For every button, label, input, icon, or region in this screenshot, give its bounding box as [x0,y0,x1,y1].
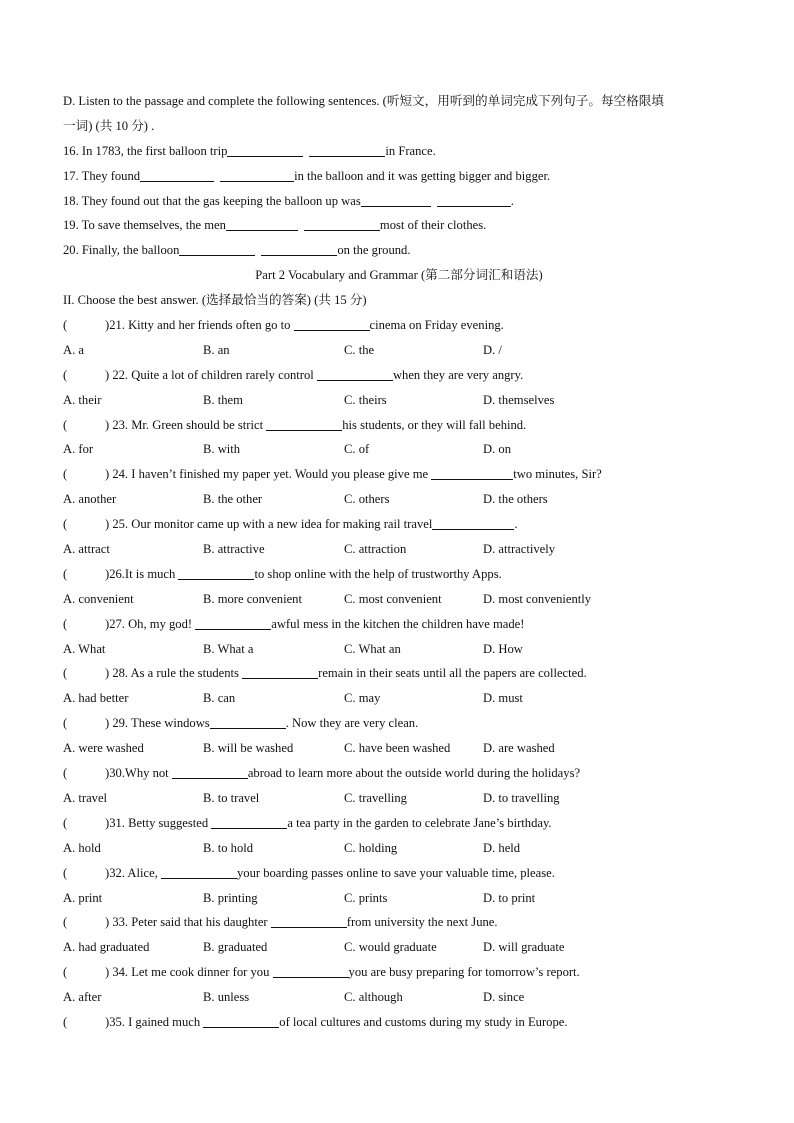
options-27 [63,637,735,662]
question-25: ( ) 25. Our monitor came up with a new idea for making rail travel . [63,512,735,537]
answer-paren[interactable]: ( [63,865,68,880]
answer-blank[interactable] [432,515,514,530]
answer-paren[interactable]: ( [63,566,68,581]
option-b[interactable]: B. to hold [203,840,254,855]
option-d[interactable]: D. attractively [483,542,556,557]
option-b[interactable]: B. an [203,342,230,357]
option-c[interactable]: C. the [344,342,375,357]
option-c[interactable]: C. What an [344,641,401,656]
question-27: ( )27. Oh, my god! awful mess in the kitchen the children have made! [63,612,735,637]
answer-blank[interactable] [161,864,237,879]
answer-paren[interactable]: ( [63,367,68,382]
answer-paren[interactable]: ( [63,616,68,631]
listening-item-17: 17. They found in the balloon and it was getting bigger and bigger. [63,168,551,183]
answer-blank[interactable] [266,416,342,431]
question-21: ( )21. Kitty and her friends often go to cinema on Friday evening. [63,313,735,338]
question-33: ( ) 33. Peter said that his daughter from university the next June. [63,910,735,935]
option-d[interactable]: D. are washed [483,741,555,756]
answer-blank[interactable] [226,216,298,231]
option-d[interactable]: D. to print [483,890,536,905]
option-a[interactable]: A. hold [63,840,101,855]
option-d[interactable]: D. the others [483,492,548,507]
option-b[interactable]: B. with [203,442,241,457]
answer-blank[interactable] [172,764,248,779]
option-a[interactable]: A. print [63,890,103,905]
option-a[interactable]: A. What [63,641,106,656]
answer-paren[interactable]: ( [63,467,68,482]
option-c[interactable]: C. most convenient [344,591,442,606]
options-22 [63,388,735,413]
options-29 [63,736,735,761]
answer-blank[interactable] [227,142,303,157]
option-a[interactable]: A. after [63,990,102,1005]
answer-blank[interactable] [179,241,255,256]
option-d[interactable]: D. must [483,691,523,706]
option-a[interactable]: A. attract [63,542,110,557]
answer-paren[interactable]: ( [63,815,68,830]
option-c[interactable]: C. attraction [344,542,407,557]
answer-paren[interactable]: ( [63,965,68,980]
answer-blank[interactable] [140,167,214,182]
answer-paren[interactable]: ( [63,517,68,532]
option-b[interactable]: B. to travel [203,790,260,805]
options-33 [63,935,735,960]
part-d-instruction-line1: D. Listen to the passage and complete the following sentences. (听短文，用听到的单词完成下列句子。每空格限填 [63,94,664,108]
question-24: ( ) 24. I haven’t finished my paper yet. Would you please give me two minutes, Sir? [63,462,735,487]
listening-item-20: 20. Finally, the balloon on the ground. [63,243,411,258]
option-d[interactable]: D. held [483,840,521,855]
option-b[interactable]: B. What a [203,641,254,656]
option-c[interactable]: C. holding [344,840,398,855]
answer-blank[interactable] [317,366,393,381]
worksheet-page [63,89,735,1035]
option-c[interactable]: C. others [344,492,390,507]
answer-paren[interactable]: ( [63,318,68,333]
question-23: ( ) 23. Mr. Green should be strict his students, or they will fall behind. [63,413,735,438]
answer-blank[interactable] [361,192,431,207]
answer-blank[interactable] [210,714,286,729]
option-c[interactable]: C. theirs [344,392,387,407]
answer-blank[interactable] [271,913,347,928]
option-b[interactable]: B. more convenient [203,591,302,606]
answer-blank[interactable] [203,1013,279,1028]
options-25 [63,537,735,562]
listening-item-16: 16. In 1783, the first balloon trip in France. [63,143,436,158]
option-a[interactable]: A. travel [63,790,108,805]
option-b[interactable]: B. the other [203,492,263,507]
listening-item-18: 18. They found out that the gas keeping the balloon up was . [63,193,514,208]
answer-blank[interactable] [309,142,385,157]
option-d[interactable]: D. will graduate [483,940,565,955]
answer-blank[interactable] [273,963,349,978]
question-22: ( ) 22. Quite a lot of children rarely control when they are very angry. [63,363,735,388]
option-b[interactable]: B. unless [203,990,250,1005]
part-d-instruction-line2: 一词) (共 10 分) . [63,118,155,133]
option-a[interactable]: A. had better [63,691,129,706]
option-c[interactable]: C. although [344,990,403,1005]
option-b[interactable]: B. will be washed [203,741,294,756]
option-d[interactable]: D. since [483,990,525,1005]
question-29: ( ) 29. These windows . Now they are very clean. [63,711,735,736]
question-31: ( )31. Betty suggested a tea party in the garden to celebrate Jane’s birthday. [63,811,735,836]
options-32 [63,886,735,911]
options-31 [63,836,735,861]
option-c[interactable]: C. have been washed [344,741,451,756]
question-30: ( )30.Why not abroad to learn more about the outside world during the holidays? [63,761,735,786]
question-35: ( )35. I gained much of local cultures and customs during my study in Europe. [63,1010,735,1035]
options-34 [63,985,735,1010]
option-c[interactable]: C. would graduate [344,940,437,955]
option-b[interactable]: B. them [203,392,243,407]
option-b[interactable]: B. printing [203,890,258,905]
options-28 [63,686,735,711]
option-d[interactable]: D. on [483,442,511,457]
option-c[interactable]: C. travelling [344,790,407,805]
answer-paren[interactable]: ( [63,915,68,930]
answer-blank[interactable] [261,241,337,256]
question-34: ( ) 34. Let me cook dinner for you you are busy preparing for tomorrow’s report. [63,960,735,985]
option-c[interactable]: C. of [344,442,370,457]
part2-title: Part 2 Vocabulary and Grammar (第二部分词汇和语法) [255,268,543,283]
option-a[interactable]: A. were washed [63,741,144,756]
option-a[interactable]: A. for [63,442,94,457]
answer-blank[interactable] [178,565,254,580]
section-ii-heading: II. Choose the best answer. (选择最恰当的答案) (共 15 分) [63,293,367,308]
option-d[interactable]: D. / [483,342,502,357]
option-d[interactable]: D. to travelling [483,790,560,805]
answer-paren[interactable]: ( [63,417,68,432]
answer-paren[interactable]: ( [63,766,68,781]
options-24 [63,487,735,512]
option-d[interactable]: D. themselves [483,392,555,407]
question-28: ( ) 28. As a rule the students remain in their seats until all the papers are collected. [63,661,735,686]
question-26: ( )26.It is much to shop online with the help of trustworthy Apps. [63,562,735,587]
answer-paren[interactable]: ( [63,1014,68,1029]
answer-blank[interactable] [294,316,370,331]
option-a[interactable]: A. a [63,342,84,357]
option-b[interactable]: B. can [203,691,236,706]
listening-item-19: 19. To save themselves, the men most of their clothes. [63,218,487,233]
options-21 [63,338,735,363]
option-d[interactable]: D. most conveniently [483,591,592,606]
option-a[interactable]: A. had graduated [63,940,150,955]
question-32: ( )32. Alice, your boarding passes online to save your valuable time, please. [63,861,735,886]
options-30 [63,786,735,811]
options-26 [63,587,735,612]
answer-blank[interactable] [195,615,271,630]
option-b[interactable]: B. graduated [203,940,268,955]
answer-paren[interactable]: ( [63,716,68,731]
option-a[interactable]: A. convenient [63,591,134,606]
option-c[interactable]: C. prints [344,890,388,905]
option-c[interactable]: C. may [344,691,381,706]
answer-blank[interactable] [304,216,380,231]
option-a[interactable]: A. their [63,392,102,407]
option-d[interactable]: D. How [483,641,523,656]
options-23 [63,437,735,462]
answer-blank[interactable] [242,664,318,679]
answer-blank[interactable] [431,465,513,480]
option-a[interactable]: A. another [63,492,117,507]
answer-blank[interactable] [220,167,294,182]
option-b[interactable]: B. attractive [203,542,265,557]
answer-blank[interactable] [437,192,511,207]
answer-paren[interactable]: ( [63,666,68,681]
answer-blank[interactable] [211,814,287,829]
